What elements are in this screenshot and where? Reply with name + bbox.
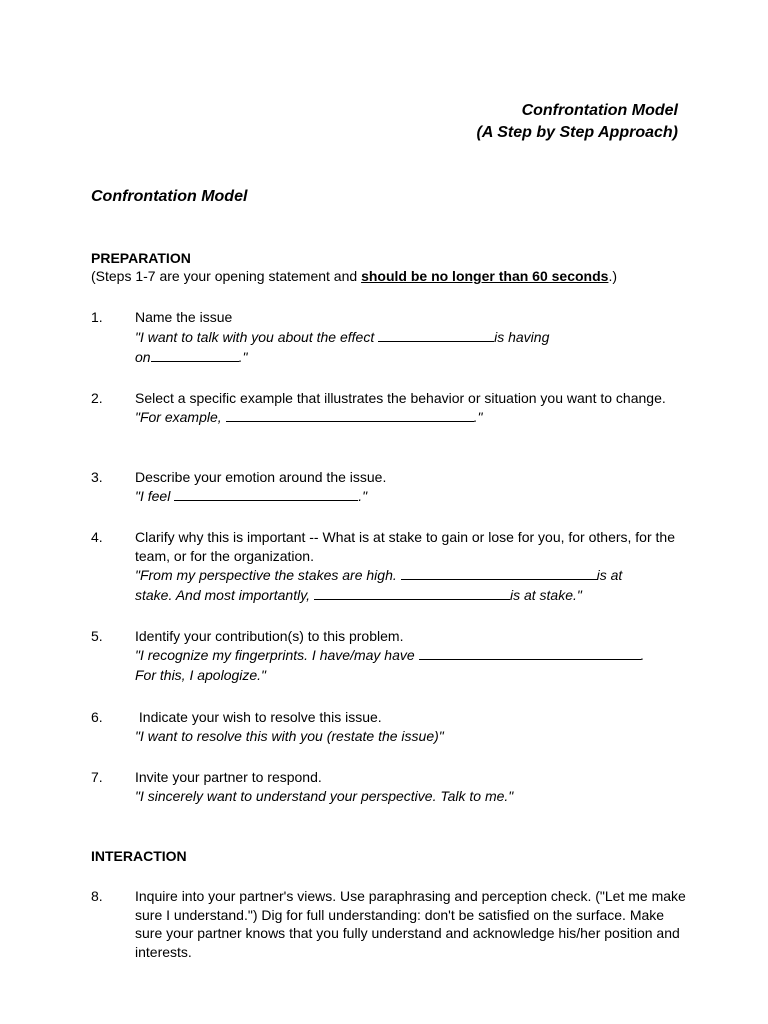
preparation-intro [91, 268, 617, 284]
fill-in-blank[interactable] [401, 567, 597, 580]
step-number: 4. [91, 529, 103, 545]
step-8 [91, 887, 691, 961]
title-line-2: (A Step by Step Approach) [476, 124, 678, 141]
step-quote: is at stake." [509, 586, 582, 603]
fill-in-blank[interactable] [314, 587, 510, 600]
fill-in-blank[interactable] [226, 409, 474, 422]
step-number: 2. [91, 390, 103, 406]
step-number: 6. [91, 709, 103, 725]
step-text: Indicate your wish to resolve this issue. [135, 709, 382, 725]
step-text: Describe your emotion around the issue. [135, 469, 387, 485]
document-title [477, 100, 679, 144]
step-7 [91, 768, 691, 805]
step-2 [91, 389, 691, 426]
step-text: Invite your partner to respond. [135, 769, 322, 785]
step-text: Identify your contribution(s) to this problem. [135, 628, 404, 644]
step-quote: For this, I apologize." [135, 667, 267, 683]
step-5 [91, 627, 691, 685]
step-1 [91, 308, 691, 367]
step-quote: . [640, 646, 645, 663]
step-number: 7. [91, 769, 103, 785]
step-quote: "I want to resolve this with you (restate the issue)" [135, 727, 444, 744]
step-quote: ." [238, 349, 248, 365]
fill-in-blank[interactable] [174, 488, 358, 501]
preparation-label: PREPARATION [91, 250, 191, 266]
section-heading: Confrontation Model [91, 188, 248, 205]
step-quote: "From my perspective the stakes are high. [135, 567, 401, 583]
step-quote: "I recognize my fingerprints. I have/may have [135, 646, 419, 663]
step-quote: is at [596, 567, 623, 583]
intro-prefix: (Steps 1-7 are your opening statement and [91, 268, 362, 284]
step-text: Inquire into your partner's views. Use paraphrasing and perception check. ("Let me make sure I understand.") Dig for full understanding: don't be satisfied on the surface. Make sure your partner knows that you fully understand and acknowledge his/her position and interests. [135, 888, 686, 960]
intro-suffix: .) [608, 268, 617, 284]
step-6 [91, 708, 691, 745]
step-quote: is having [494, 328, 550, 345]
title-line-1: Confrontation Model [521, 102, 678, 119]
fill-in-blank[interactable] [419, 647, 641, 660]
step-quote: "I want to talk with you about the effect [135, 328, 379, 345]
step-number: 3. [91, 469, 103, 485]
step-number: 1. [91, 309, 103, 325]
step-quote: ." [473, 408, 483, 425]
step-number: 5. [91, 628, 103, 644]
step-text: Name the issue [135, 309, 233, 325]
step-quote: "I feel [135, 487, 175, 504]
step-3 [91, 468, 691, 505]
step-quote: "For example, [135, 408, 226, 425]
step-text: Clarify why this is important -- What is at stake to gain or lose for you, for others, for the team, or for the organization. [135, 529, 675, 564]
step-quote: "I sincerely want to understand your perspective. Talk to me." [135, 787, 514, 804]
step-quote: on [135, 349, 151, 365]
fill-in-blank[interactable] [378, 329, 494, 342]
step-quote: stake. And most importantly, [135, 586, 314, 603]
step-number: 8. [91, 888, 103, 904]
step-quote: ." [358, 487, 368, 504]
step-4 [91, 528, 691, 604]
interaction-label: INTERACTION [91, 848, 187, 864]
intro-emphasis: should be no longer than 60 seconds [361, 268, 609, 284]
fill-in-blank[interactable] [151, 349, 239, 362]
step-text: Select a specific example that illustrates the behavior or situation you want to change. [135, 390, 666, 406]
